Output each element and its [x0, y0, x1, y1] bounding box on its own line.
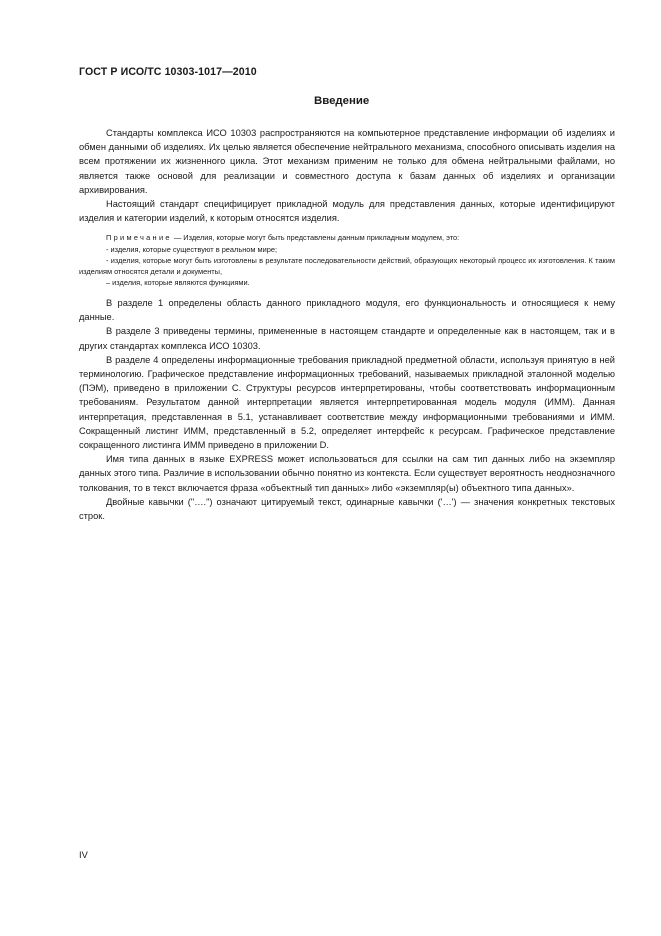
- paragraph: Стандарты комплекса ИСО 10303 распространяются на компьютерное представление информации об изделиях и обмен данными об изделиях. Их целью является обеспечение нейтрального механизма, способного описывать изделия на всем протяжении их жизненного цикла. Этот механизм применим не только для обмена нейтральными файлами, но является также основой для реализации и совместного доступа к базам данных об изделиях и организации архивирования.: [79, 128, 615, 195]
- paragraph: Двойные кавычки ("….") означают цитируемый текст, одинарные кавычки ('…') — значения конкретных текстовых строк.: [79, 496, 615, 521]
- section-title: Введение: [314, 95, 370, 107]
- paragraph: Имя типа данных в языке EXPRESS может использоваться для ссылки на сам тип данных либо на экземпляр данных этого типа. Различие в использовании обычно понятно из контекста. Если существует вероятность неоднозначного толкования, то в текст включается фраза «объектный тип данных» либо «экземпляр(ы) объектного типа данных».: [79, 454, 615, 493]
- paragraph: В разделе 1 определены область данного прикладного модуля, его функциональность и относящиеся к нему данные.: [79, 297, 615, 323]
- paragraph: Настоящий стандарт специфицирует прикладной модуль для представления данных, которые идентифицируют изделия и категории изделий, к которым относятся изделия.: [79, 199, 615, 224]
- note-text: — Изделия, которые могут быть представлены данным прикладным модулем, это:: [171, 233, 460, 243]
- note-intro: [79, 232, 615, 243]
- note-item: - изделия, которые существуют в реальном мире;: [106, 244, 277, 254]
- note-item: - изделия, которые могут быть изготовлены в результате последовательности действий, образующих некоторый процесс их изготовления. К таким изделиям относятся детали и документы,: [79, 255, 615, 276]
- document-code-header: ГОСТ Р ИСО/ТС 10303-1017—2010: [79, 66, 257, 78]
- paragraph: В разделе 3 приведены термины, примененные в настоящем стандарте и определенные как в настоящем, так и в других стандартах комплекса ИСО 10303.: [79, 326, 615, 351]
- document-body: [79, 126, 615, 523]
- paragraph: В разделе 4 определены информационные требования прикладной предметной области, используя принятую в ней терминологию. Графическое представление информационных требований, называемых прикладной эталонной моделью (ПЭМ), приведено в приложении С. Структуры ресурсов интерпретированы, чтобы соответствовать информационным требованиям. Результатом данной интерпретации является интерпретированная модель модуля (ИММ). Данная интерпретация, представленная в 5.1, устанавливает соответствие между информационными требованиями и ИММ. Сокращенный листинг ИММ, представленный в 5.2, определяет интерфейс к ресурсам. Графическое представление сокращенного листинга ИММ приведено в приложении D.: [79, 354, 615, 450]
- note-block: [79, 232, 615, 287]
- note-label: Примечание: [106, 233, 172, 243]
- note-item: – изделия, которые являются функциями.: [106, 277, 250, 287]
- page-number: IV: [79, 850, 88, 860]
